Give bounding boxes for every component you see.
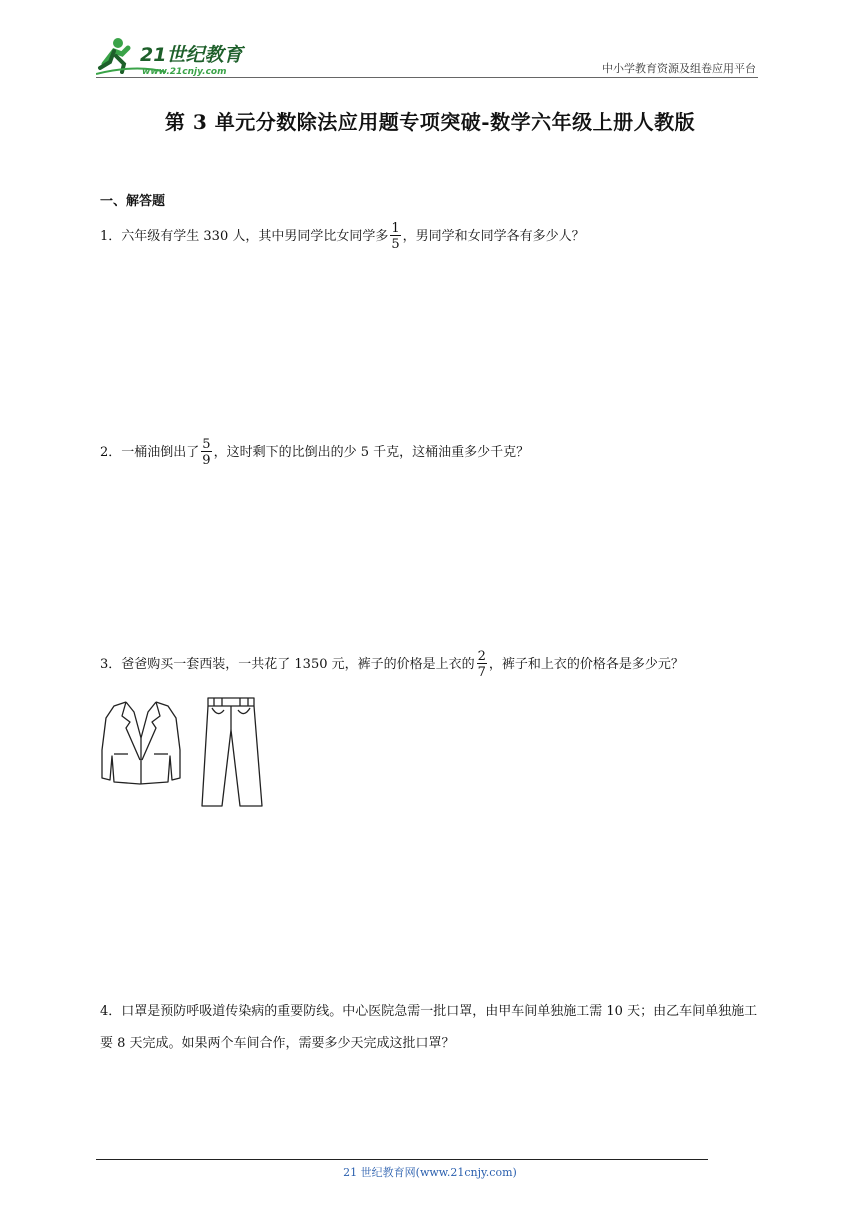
question-text: ，裤子和上衣的价格各是多少元？ [488, 657, 684, 672]
footer-divider [96, 1159, 708, 1160]
header-divider [96, 77, 758, 78]
question-4: 4．口罩是预防呼吸道传染病的重要防线。中心医院急需一批口罩，由甲车间单独施工需 10 天；由乙车间单独施工要 8 天完成。如果两个车间合作，需要多少天完成这批口罩？ [100, 1004, 758, 1051]
section-heading: 一、解答题 [100, 194, 166, 209]
question-text: 1．六年级有学生 330 人，其中男同学比女同学多 [100, 229, 389, 244]
page-title: 第 3 单元分数除法应用题专项突破-数学六年级上册人教版 [164, 110, 696, 134]
site-logo [96, 34, 256, 78]
fraction: $\frac{1}{5}$ [391, 221, 400, 252]
footer-link[interactable]: 21 世纪教育网(www.21cnjy.com) [343, 1166, 517, 1179]
question-3 [100, 650, 684, 679]
fraction: $\frac{2}{7}$ [477, 649, 486, 680]
runner-logo-icon [96, 34, 256, 78]
platform-name: 中小学教育资源及组卷应用平台 [602, 62, 756, 75]
question-text: ，男同学和女同学各有多少人？ [402, 229, 585, 244]
question-1 [100, 222, 585, 251]
logo-text: 21世纪教育 [140, 44, 243, 66]
logo-url: www.21cnjy.com [142, 67, 227, 77]
question-text: 2．一桶油倒出了 [100, 445, 200, 460]
fraction: $\frac{5}{9}$ [202, 437, 211, 468]
pants-icon [196, 696, 266, 808]
question-2 [100, 438, 529, 467]
jacket-icon [100, 698, 182, 786]
question-text: ，这时剩下的比倒出的少 5 千克，这桶油重多少千克？ [213, 445, 530, 460]
question-text: 3．爸爸购买一套西装，一共花了 1350 元，裤子的价格是上衣的 [100, 657, 475, 672]
